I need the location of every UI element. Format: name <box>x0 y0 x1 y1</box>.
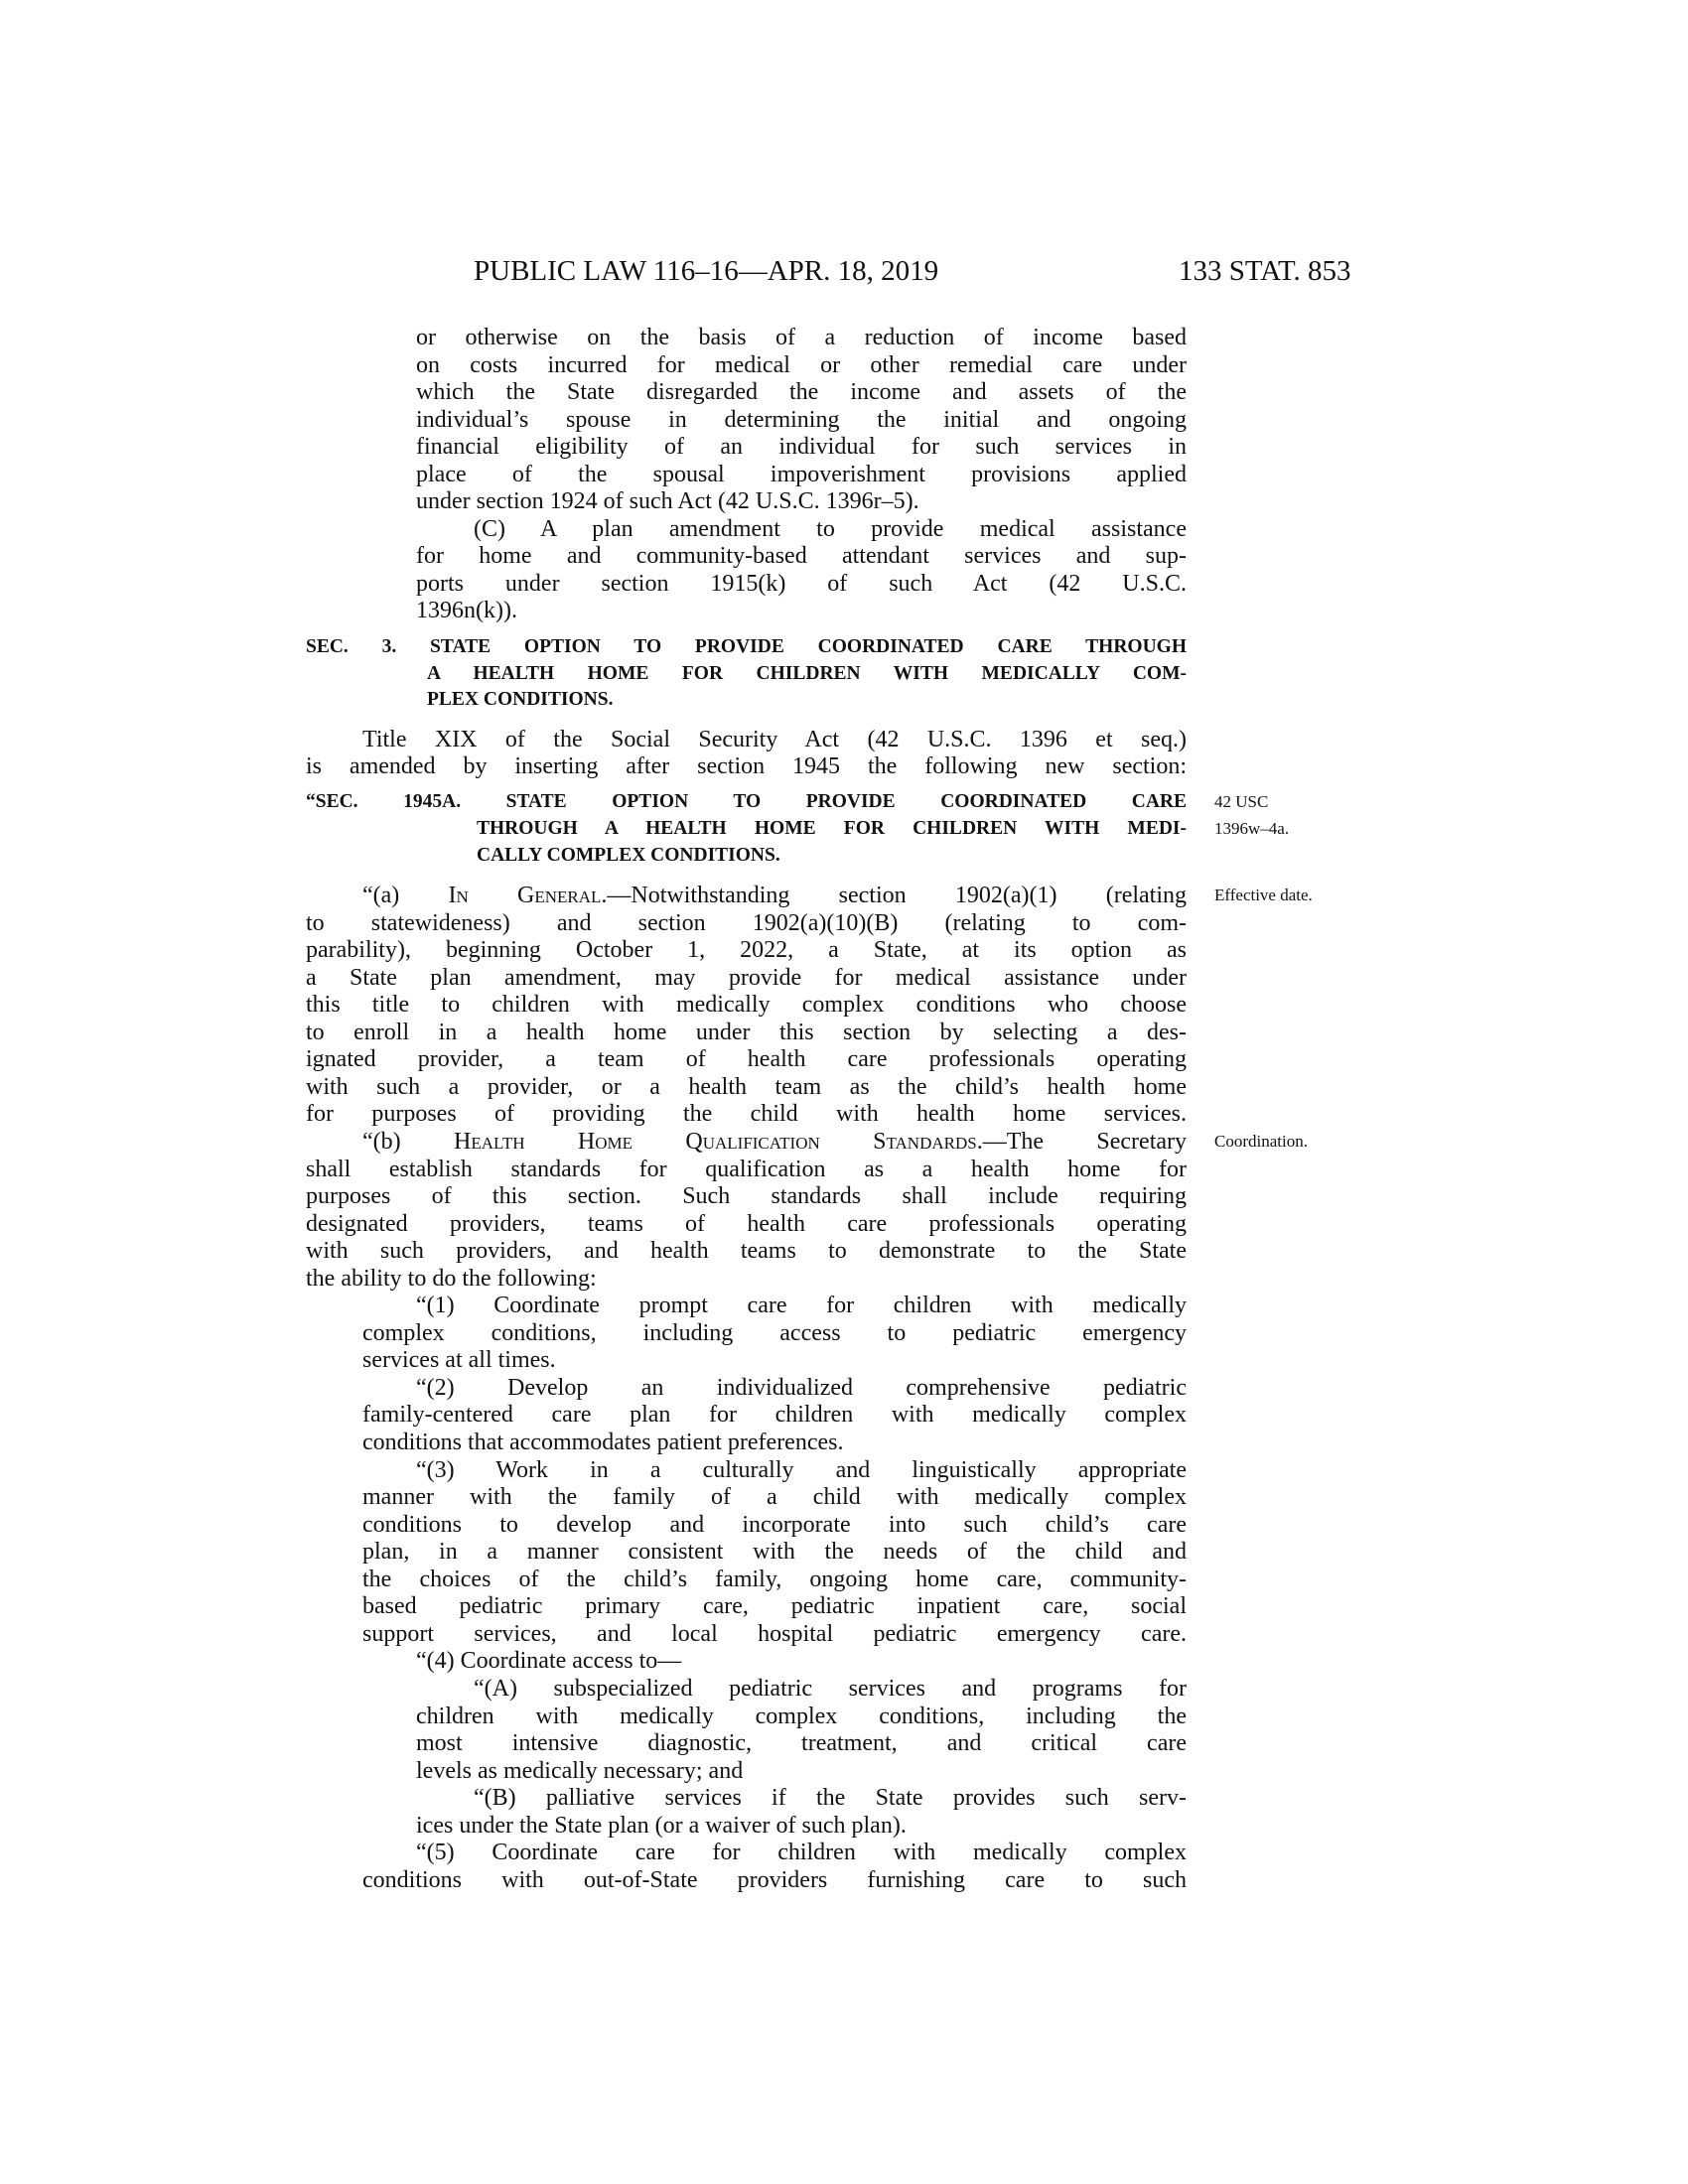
text-line: ports under section 1915(k) of such Act (42 U.S.C. <box>416 570 1187 597</box>
text-line: for purposes of providing the child with health home services. <box>306 1101 1187 1128</box>
heading-line: CALLY COMPLEX CONDITIONS. <box>477 845 780 866</box>
text-line: “(4) Coordinate access to— <box>416 1648 682 1675</box>
text-line: this title to children with medically complex conditions who choose <box>306 992 1187 1019</box>
subsection-heading: Health Home Qualification Standards <box>454 1128 977 1155</box>
margin-note-effective-date: Effective date. <box>1214 886 1313 904</box>
text-line: children with medically complex conditions, including the <box>416 1703 1187 1729</box>
text-line: conditions to develop and incorporate into such child’s care <box>362 1511 1187 1538</box>
text-line: to statewideness) and section 1902(a)(10)(B) (relating to com- <box>306 909 1187 936</box>
subsection-heading: In General <box>448 883 602 908</box>
heading-line: THROUGH A HEALTH HOME FOR CHILDREN WITH MEDI- <box>477 818 1187 839</box>
text-line: the ability to do the following: <box>306 1265 597 1292</box>
text-line: parability), beginning October 1, 2022, a State, at its option as <box>306 937 1187 964</box>
text-line: “(A) subspecialized pediatric services and programs for <box>474 1675 1187 1702</box>
text-line: Title XIX of the Social Security Act (42 U.S.C. 1396 et seq.) <box>362 727 1187 752</box>
text-line: “(2) Develop an individualized comprehensive pediatric <box>416 1374 1187 1401</box>
text-line: for home and community-based attendant services and sup- <box>416 543 1187 570</box>
text-line: “(3) Work in a culturally and linguistically appropriate <box>416 1456 1187 1483</box>
subsection-label: “(a) <box>362 883 449 908</box>
heading-line: “SEC. 1945A. STATE OPTION TO PROVIDE COORDINATED CARE <box>306 791 1187 812</box>
text-line: conditions with out-of-State providers furnishing care to such <box>362 1866 1187 1893</box>
text-line: a State plan amendment, may provide for medical assistance under <box>306 964 1187 991</box>
subsection-text: .—The Secretary <box>976 1128 1187 1155</box>
text-line: which the State disregarded the income and assets of the <box>416 379 1187 406</box>
text-line: plan, in a manner consistent with the needs of the child and <box>362 1539 1187 1566</box>
text-line: is amended by inserting after section 1945 the following new section: <box>306 753 1187 779</box>
text-line: manner with the family of a child with medically complex <box>362 1484 1187 1511</box>
text-line: individual’s spouse in determining the initial and ongoing <box>416 406 1187 433</box>
text-line: shall establish standards for qualification as a health home for <box>306 1156 1187 1182</box>
running-header-title: PUBLIC LAW 116–16—APR. 18, 2019 <box>474 255 939 287</box>
text-line: “(5) Coordinate care for children with medically complex <box>416 1840 1187 1866</box>
text-line: designated providers, teams of health care professionals operating <box>306 1210 1187 1237</box>
margin-note-coordination: Coordination. <box>1214 1132 1308 1151</box>
text-line: “(B) palliative services if the State provides such serv- <box>474 1785 1187 1812</box>
text-line: complex conditions, including access to pediatric emergency <box>362 1319 1187 1346</box>
text-line: purposes of this section. Such standards shall include requiring <box>306 1183 1187 1210</box>
text-line <box>362 882 1187 909</box>
text-line: family-centered care plan for children with medically complex <box>362 1402 1187 1429</box>
text-line: with such providers, and health teams to demonstrate to the State <box>306 1238 1187 1265</box>
heading-line: A HEALTH HOME FOR CHILDREN WITH MEDICALLY COM- <box>427 662 1187 684</box>
page-number: 133 STAT. 853 <box>1179 255 1351 287</box>
text-line: most intensive diagnostic, treatment, and critical care <box>416 1730 1187 1757</box>
text-line: financial eligibility of an individual for such services in <box>416 434 1187 461</box>
text-line: (C) A plan amendment to provide medical assistance <box>474 515 1187 542</box>
text-line: conditions that accommodates patient preferences. <box>362 1430 844 1455</box>
margin-note-usc-section: 1396w–4a. <box>1214 819 1290 838</box>
text-line: place of the spousal impoverishment provisions applied <box>416 461 1187 487</box>
text-line: with such a provider, or a health team as the child’s health home <box>306 1073 1187 1100</box>
text-line: the choices of the child’s family, ongoing home care, community- <box>362 1566 1187 1592</box>
text-line <box>362 1128 1187 1156</box>
text-line: ignated provider, a team of health care professionals operating <box>306 1046 1187 1073</box>
text-line: “(1) Coordinate prompt care for children with medically <box>416 1293 1187 1319</box>
text-line: based pediatric primary care, pediatric inpatient care, social <box>362 1593 1187 1620</box>
text-line: or otherwise on the basis of a reduction of income based <box>416 325 1187 350</box>
text-line: 1396n(k)). <box>416 598 517 624</box>
text-line: under section 1924 of such Act (42 U.S.C. 1396r–5). <box>416 488 919 515</box>
text-line: support services, and local hospital pediatric emergency care. <box>362 1620 1187 1647</box>
text-line: ices under the State plan (or a waiver of such plan). <box>416 1812 907 1839</box>
subsection-label: “(b) <box>362 1128 455 1155</box>
text-line: levels as medically necessary; and <box>416 1757 744 1784</box>
heading-line: SEC. 3. STATE OPTION TO PROVIDE COORDINATED CARE THROUGH <box>306 636 1187 657</box>
heading-line: PLEX CONDITIONS. <box>427 689 614 710</box>
text-line: services at all times. <box>362 1347 556 1374</box>
text-line: on costs incurred for medical or other remedial care under <box>416 351 1187 378</box>
text-line: to enroll in a health home under this section by selecting a des- <box>306 1019 1187 1045</box>
subsection-text: .—Notwithstanding section 1902(a)(1) (relating <box>601 883 1187 908</box>
margin-note-usc: 42 USC <box>1214 792 1269 811</box>
